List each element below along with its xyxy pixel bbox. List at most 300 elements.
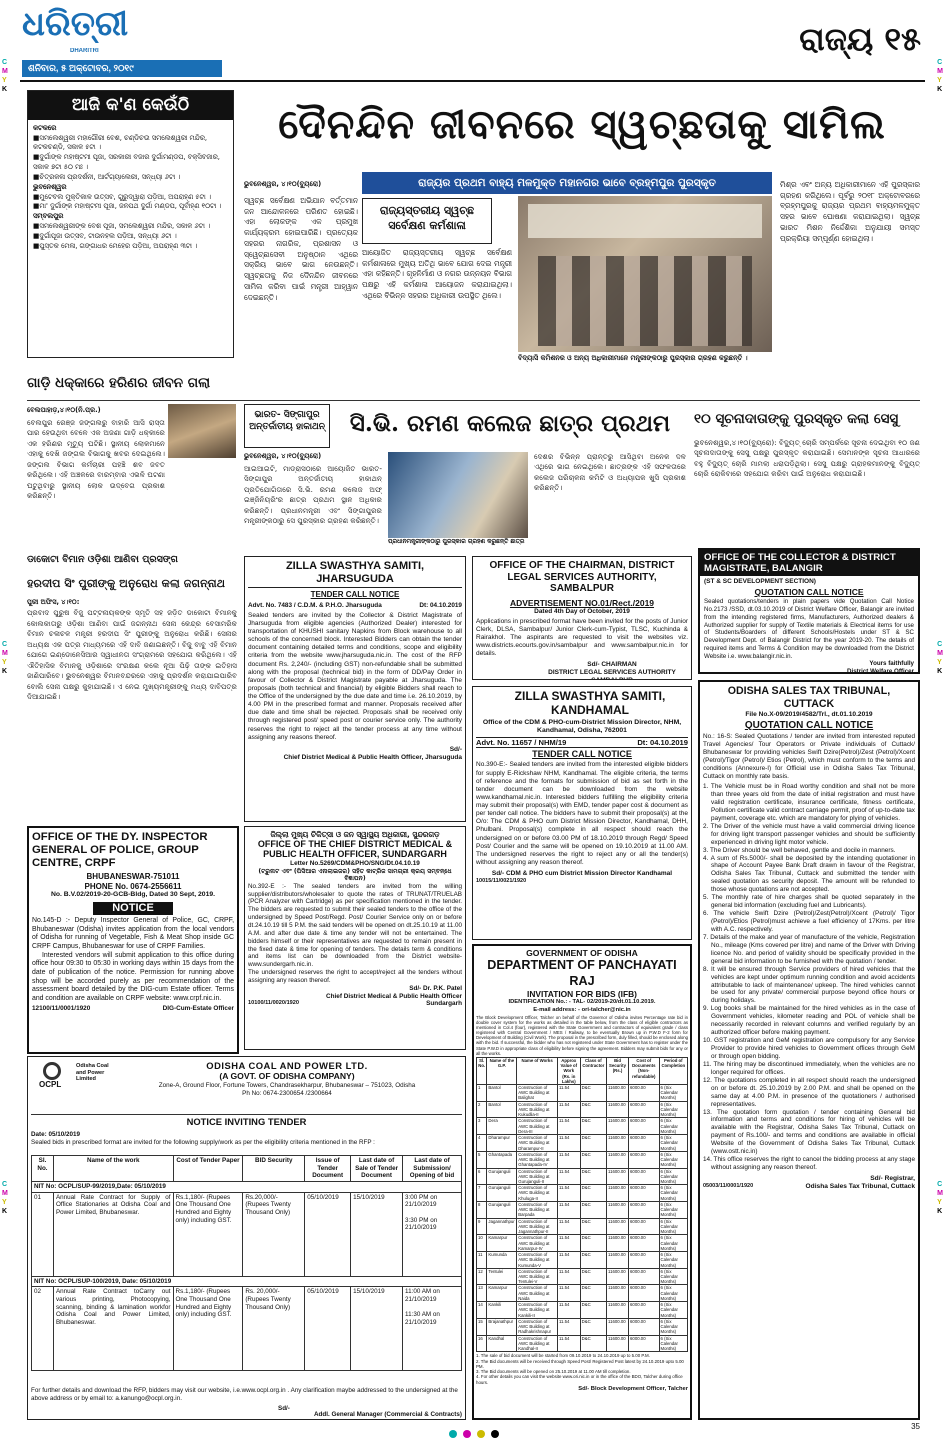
deer-body: ବେଲପୁର ରେଞ୍ଜ ଜଙ୍ଗଲରୁ ବାହାରି ଆସି ରାସ୍ତା ପାର ହେଉଥିବା ବେଳେ ଏକ ଅଜଣା ଗାଡ଼ି ଧକ୍କାରେ ଏକ ହରିଣର ମୃତ୍ୟୁ ଘଟିଛି। ସ୍ଥାନୀୟ ଲୋକମାନେ ଏହାକୁ ଦେଖି ଜଙ୍ଗଲ ବିଭାଗକୁ ଖବର ଦେଇଥିଲେ। ଜଙ୍ଗଲ ବିଭାଗ କର୍ମଚାରୀ ପହଞ୍ଚି ଶବ ଜବତ କରିଥିଲେ। ଏହି ଅଞ୍ଚଳରେ ବାରମ୍ବାର ଏଭଳି ଘଟଣା ଘଟୁଥିବାରୁ ସ୍ଥାନୀୟ ଲୋକ ଉଦ୍ବେଗ ପ୍ରକାଶ କରିଛନ୍ତି। <box>27 418 165 501</box>
pr-cell: 11.54 <box>557 1168 580 1185</box>
zsj-body: Sealed tenders are invited by the Collector & District Magistrate of Jharsuguda from eligible agencies (Authorized Dealer) interested for transportation of KHUSHI sanitary Napkins from Block warehouse to all schools of the concerned block. Interested Bidders can obtain the tender document containing detailed terms and conditions, scope and eligibility criteria from the website www.jharsuguda.nic.in. The cost of the RFP document Rs. 2,240/- (including GST) non-refundable shall be submitted along with the proposal (technical bid) in the form of DD/Pay Order in favour of Collector & District Magistrate payable at Jharsuguda. The proposals (both technical and financial) by eligible Bidders shall reach to the Office of the undersigned by the due date and time i.e. 26.10.2019, by 4.00 PM in the prescribed format and manner. Proposals received after due date and time shall be rejected. Proposals shall be received only through registered post/ speed post or courier service only. The authority reserves the right to reject all the tender process at any time without assigning any reasons thereof. <box>248 611 462 741</box>
table-row <box>477 1218 688 1235</box>
ocpl-row-1 <box>32 1192 462 1276</box>
dlsa-adno: ADVERTISEMENT NO.01/Rect./2019 <box>509 597 655 608</box>
pr-cell: 6 (Six Calendar Months) <box>659 1201 687 1218</box>
sundargarh-sign2: Chief District Medical & Public Health Officer <box>325 992 462 1000</box>
pr-cell: Construction of AWC Building at Naida <box>517 1285 558 1302</box>
folio: 35 <box>911 1422 920 1431</box>
pr-cell: 11.54 <box>557 1252 580 1269</box>
pr-cell: Construction of AWC Building at Kukudlia-II <box>517 1101 558 1118</box>
balangir-sub: (ST & SC DEVELOPMENT SECTION) <box>704 578 816 586</box>
pr-cell: 1 <box>477 1085 487 1102</box>
pr-cell: 6000.00 <box>629 1268 659 1285</box>
ocpl-cell: 15/10/2019 <box>351 1287 403 1371</box>
pr-cell: D&C <box>580 1168 606 1185</box>
pr-note: 2. The Bid documents will be received through Speed Post/ Registered Post latest by 24.10.2019 upto 5.00 PM. <box>476 1358 684 1369</box>
pr-col-header: Name of the G.P. <box>487 1057 517 1084</box>
pr-cell: 11.54 <box>557 1285 580 1302</box>
table-row <box>477 1085 688 1102</box>
ocpl-sign2: Addl. General Manager (Commercial & Contracts) <box>313 1411 462 1418</box>
pr-table-body <box>477 1085 688 1352</box>
zsj-refline <box>248 602 462 610</box>
hackathon-tag: ଭାରତ- ସିଙ୍ଗାପୁର ଅନ୍ତର୍ଜାତୀୟ ହାକାଥନ୍ <box>244 404 330 448</box>
pr-table <box>476 1057 688 1352</box>
masthead <box>20 6 925 82</box>
crpf-ref: No. B.V.02/2019-20-GCB-Bldg, Dated 30 Sept, 2019. <box>50 891 216 899</box>
pr-cell: 11.54 <box>557 1135 580 1152</box>
dlsa-sign3 <box>476 677 688 680</box>
pr-cell: 6 (Six Calendar Months) <box>659 1118 687 1135</box>
ostt-sign1: Sd/- Registrar, <box>870 1175 915 1182</box>
pr-cell: 11600.00 <box>607 1285 629 1302</box>
ostt-point: 4. A sum of Rs.5000/- shall be deposited by the intending quotationer in shape of Account Payee Bank Draft drawn in favour of the Registrar, Odisha Sales Tax Tribunal, Cuttack and submitted the tender with sealed quotation as security deposit. The amount will be refunded to those whose quotations are not accepted. <box>703 854 915 894</box>
pr-cell: Construction of AWC Building at Ghantapada-IV <box>517 1151 558 1168</box>
ocpl-cell: Rs.1,180/- (Rupees One Thousand One Hundred and Eighty only) including GST. <box>173 1192 243 1276</box>
pr-cell: 6 (Six Calendar Months) <box>659 1252 687 1269</box>
pr-cell: 11.54 <box>557 1268 580 1285</box>
ocpl-cell: Annual Rate Contract toCarry out various printing, Photocopying, scanning, binding & lamination workfor Odisha Coal and Power Limited, Bhubaneswar. <box>53 1287 173 1371</box>
pr-cell: 6 (Six Calendar Months) <box>659 1268 687 1285</box>
ad-crpf <box>27 826 239 1054</box>
pr-cell: Kamarpur <box>487 1285 517 1302</box>
table-row <box>477 1302 688 1319</box>
pr-col-header: Cost of Documents (Non-refundable) <box>629 1057 659 1084</box>
pr-cell: 6 (Six Calendar Months) <box>659 1302 687 1319</box>
pr-cell: 6 (Six Calendar Months) <box>659 1151 687 1168</box>
ocpl-logo-icon <box>43 1062 61 1080</box>
ostt-point: 12. The quotations completed in all respect should reach the undersigned on or before dt. 25.10.2019 by 2.00 P.M. and shall be opened on the same day at 4.00 P.M. in presence of the quotationers / authorised representatives. <box>703 1076 915 1108</box>
pr-cell: Kamarpur <box>487 1235 517 1252</box>
zsk-refline <box>476 737 688 748</box>
crpf-title: OFFICE OF THE DY. INSPECTOR GENERAL OF POLICE, GROUP CENTRE, CRPF <box>32 831 208 869</box>
hackathon-caption: ପ୍ରଧାନମନ୍ତ୍ରୀଙ୍କଠାରୁ ପୁରସ୍କାର ଗ୍ରହଣ କରୁଛନ୍ତି ଛାତ୍ର <box>388 538 525 545</box>
ad-panchayati-raj <box>472 944 692 1420</box>
table-row <box>477 1252 688 1269</box>
pr-cell: 11.54 <box>557 1201 580 1218</box>
zsj-ref: Advt. No. 7483 / C.D.M. & P.H.O. Jharsuguda <box>248 602 382 610</box>
cmyk-marker-right-bottom: C M Y K <box>937 1181 943 1216</box>
pr-cell: Kumunda <box>487 1252 517 1269</box>
pr-ifb: INVITATION FOR BIDS (IFB) <box>527 989 637 1000</box>
pr-cell: 6000.00 <box>629 1235 659 1252</box>
pr-cell: 6 (Six Calendar Months) <box>659 1085 687 1102</box>
ad-zss-kandhamal <box>472 686 692 940</box>
pr-cell: 15 <box>477 1318 487 1335</box>
ajikakeunthi-line: ■ଦୁର୍ଗାପୂଜା ଉତ୍ସବ, ଟାଉନହଲ ପଡ଼ିଆ, ସନ୍ଧ୍ୟା ୬ଟା । <box>33 232 177 241</box>
pr-col-header: Approx Value of Work (Rs. in Lakhs) <box>557 1057 580 1084</box>
pr-cell: 11.54 <box>557 1085 580 1102</box>
pr-cell: 6 <box>477 1168 487 1185</box>
pr-cell: 11600.00 <box>607 1168 629 1185</box>
pr-cell: Construction of AWC Building at Gurujanguli-II <box>517 1168 558 1185</box>
pr-cell: 6 (Six Calendar Months) <box>659 1101 687 1118</box>
pr-col-header: Name of Works <box>517 1057 558 1084</box>
table-row <box>477 1135 688 1152</box>
balangir-body: Sealed quotations/tenders in plain papers vide Quotation Call Notice No.2173 /SSD, dt.03.10.2019 of District Welfare Officer, Balangir are invited from the intending registered firms, Manufacturers, Authorized dealers & Authorized supplier for supply of Textile materials & Electrical items for use of Students/Boarders of different Schools/Hostels under ST & SC Development Dept. of Balangir District for the year 2019-20. The details of required items and Terms & Condition may be downloaded from the District Website i.e. www.balangir.nic.in. <box>704 598 914 660</box>
pr-cell: Jagannathpur <box>487 1218 517 1235</box>
deer-dateline: ବେଲପାହାଡ଼,୪।୧୦(ନି.ପ୍ର.) <box>27 406 101 414</box>
ocpl-sub: (A GOVT. OF ODISHA COMPANY) <box>219 1071 355 1082</box>
pr-cell: 11600.00 <box>607 1318 629 1335</box>
deer-headline: ଗାଡ଼ି ଧକ୍କାରେ ହରିଣର ଜୀବନ ଗଲା <box>27 375 211 391</box>
pr-cell: D&C <box>580 1285 606 1302</box>
ostt-point: 3. The Driver should be well behaved, gentle and docile in manners. <box>703 846 896 854</box>
crpf-code: 12100/11/0001/1920 <box>32 1005 91 1013</box>
ocpl-table <box>31 1155 462 1371</box>
ocpl-cell: 02 <box>32 1287 54 1371</box>
table-row <box>477 1335 688 1352</box>
registration-dots <box>27 1430 920 1438</box>
pr-cell: 12 <box>477 1268 487 1285</box>
ocpl-cell: Rs. 20,000/- (Rupees Twenty Thousand Only) <box>243 1287 305 1371</box>
pr-note: 3. The Bid documents will be opened on 25.10.2019 at 11.00 AM till completion. <box>476 1369 631 1375</box>
pr-cell: Kankili <box>487 1302 517 1319</box>
ocpl-cell: Annual Rate Contract for Supply of Office Stationaries at Odisha Coal and Power Limited, Bhubaneswar. <box>53 1192 173 1276</box>
ocpl-cell: 05/10/2019 <box>305 1287 351 1371</box>
pr-cell: Bantol <box>487 1101 517 1118</box>
masthead-date: ଶନିବାର, ୫ ଅକ୍ଟୋବର, ୨୦୧୯ <box>22 60 222 77</box>
hackathon-dateline: ଭୁବନେଶ୍ୱର, ୪।୧୦(ବ୍ୟୁରୋ) <box>244 452 322 460</box>
balangir-title: OFFICE OF THE COLLECTOR & DISTRICT MAGISTRATE, BALANGIR <box>700 550 918 576</box>
lead-dateline: ଭୁବନେଶ୍ୱର, ୪।୧୦(ବ୍ୟୁରୋ) <box>244 180 322 188</box>
masthead-rule <box>20 80 925 82</box>
pr-cell: D&C <box>580 1085 606 1102</box>
pr-cell: D&C <box>580 1335 606 1352</box>
lead-subhead: ରାଜ୍ୟସ୍ତରୀୟ ସ୍ୱଚ୍ଛ ସର୍ବେକ୍ଷଣ କର୍ମଶାଳା <box>362 198 492 244</box>
sundargarh-place: Sundargarh <box>426 1000 462 1008</box>
ostt-point: 11. The hiring may be discontinued immediately, when the vehicles are no longer required for offices. <box>703 1060 915 1076</box>
dlsa-body: Applications in prescribed format have been invited for the posts of Junior Clerk, DLSA, Sambalpur/ Junior Clerk-cum-Typist, TLSC, Kuchinda & Rairakhol. The aspirants are requested to visit the websites viz. www.districts.ecourts.gov.in/sambalpur and www.sambalpur.nic.in for details. <box>476 617 688 658</box>
pr-cell: 11600.00 <box>607 1118 629 1135</box>
ocpl-cell: 3:00 PM on 21/10/2019 3:30 PM on 21/10/2019 <box>403 1192 462 1276</box>
pr-cell: 5 <box>477 1151 487 1168</box>
registration-strip <box>27 1430 920 1440</box>
dakota-headline: ହରଦୀପ ସିଂ ପୁରୀଙ୍କୁ ଅନୁରୋଧ କଲା ଜଗନ୍ନାଥ <box>27 576 226 590</box>
dakota-dateline: ପୁରୀ ଅଫିସ, ୪।୧୦: <box>27 598 80 606</box>
ajikakeunthi-line: ■ଦୁର୍ଗାଙ୍କ ମହାଷ୍ଟମୀ ପୂଜା, ସରକାରୀ ବଜାର ଦୁର୍ଗାମଣ୍ଡପ, ବକ୍ସିବଜାର, ସକାଳ ୭ଟା ୫୦ ମଃ । <box>33 153 220 172</box>
ad-zss-jharsuguda <box>244 556 466 822</box>
hackathon-photo <box>388 452 528 538</box>
lead-banner: ରାଜ୍ୟର ପ୍ରଥମ ବାହ୍ୟ ମଳମୁକ୍ତ ମହାନଗର ଭାବେ ବ୍ରହ୍ମପୁର ପୁରସ୍କୃତ <box>362 172 772 194</box>
ostt-sign2: Odisha Sales Tax Tribunal, Cuttack <box>805 1183 915 1191</box>
ajikakeunthi-line: କଟକରେ <box>33 123 57 132</box>
zsj-date: Dt: 04.10.2019 <box>419 602 462 610</box>
lead-photo-caption: ବିଦ୍ୟାସି କମିଶନର ଓ ଅନ୍ୟ ଅଧିକାରୀମାନେ ମନ୍ତ୍ରୀଙ୍କଠାରୁ ପୁରସ୍କାର ଗ୍ରହଣ କରୁଛନ୍ତି । <box>518 354 748 362</box>
zsj-sign1: Sd/- <box>449 745 462 753</box>
pr-cell: 6000.00 <box>629 1135 659 1152</box>
ad-balangir <box>698 548 920 674</box>
pr-cell: Construction of AWC Building at Dera-III <box>517 1118 558 1135</box>
rule-1 <box>27 400 920 401</box>
pr-cell: Construction of AWC Building at Kamarpur-IV <box>517 1235 558 1252</box>
pr-cell: D&C <box>580 1201 606 1218</box>
ostt-point: 1. The Vehicle must be in Road worthy condition and shall not be more than three years old from the date of initial registration and must have valid registration certificate, insurance certificate, fitness certificate, Pollution certificate valid contract carriage permit, proof of up-to-date tax payment, coverage etc. which are mandatory for plying of vehicles. <box>703 783 915 822</box>
masthead-logo-sub: DHARITRI <box>70 48 99 54</box>
lead-body-col2: ଆୟୋଜିତ ରାଜ୍ୟସ୍ତରୀୟ ସ୍ୱଚ୍ଛ ସର୍ବେକ୍ଷଣ କର୍ମଶାଳାରେ ମୁଖ୍ୟ ଅତିଥି ଭାବେ ଯୋଗ ଦେଇ ମନ୍ତ୍ରୀ ଏହା କହିଛନ୍ତି। ଗୃହନିର୍ମାଣ ଓ ନଗର ଉନ୍ନୟନ ବିଭାଗ ପକ୍ଷରୁ ଏହି କର୍ମଶାଳା ଆୟୋଜନ କରାଯାଇଥିଲା। ଏଥିରେ ବିଭିନ୍ନ ସହରର ଅଧିକାରୀ ଉପସ୍ଥିତ ଥିଲେ। <box>362 248 512 300</box>
zsj-notice: TENDER CALL NOTICE <box>310 590 400 600</box>
pr-cell: 11.54 <box>557 1302 580 1319</box>
dlsa-title: OFFICE OF THE CHAIRMAN, DISTRICT LEGAL SERVICES AUTHORITY, SAMBALPUR <box>489 560 675 594</box>
lead-body-col1: ସ୍ୱଚ୍ଛ ସର୍ବେକ୍ଷଣ ଅଭିଯାନ ବର୍ତ୍ତମାନ ଜନ ଆନ୍ଦୋଳନରେ ପରିଣତ ହୋଇଛି। ଏହା ଲୋକଙ୍କ ଏକ ପ୍ରମୁଖ କାର୍ଯ୍ୟକ୍ରମ ହୋଇପାରିଛି। ପ୍ରତ୍ୟେକ ସହରର ନାଗରିକ, ପ୍ରଶାସନ ଓ ସ୍ୱେଚ୍ଛାସେବୀ ଅନୁଷ୍ଠାନ ଏଥିରେ ସକ୍ରିୟ ଭାବେ ଭାଗ ନେଉଛନ୍ତି। ସ୍ୱଚ୍ଛତାକୁ ନିଜ ଦୈନନ୍ଦିନ ଜୀବନରେ ସାମିଲ କରିବା ପାଇଁ ମନ୍ତ୍ରୀ ଆହ୍ୱାନ ଦେଇଛନ୍ତି। <box>244 196 358 302</box>
ocpl-header <box>114 1060 460 1110</box>
pr-cell: Dera <box>487 1118 517 1135</box>
pr-cell: 6000.00 <box>629 1218 659 1235</box>
ocpl-nit2: NIT No: OCPL/SUP-100/2019, Date: 05/10/2019 <box>32 1276 462 1287</box>
pr-cell: 6000.00 <box>629 1252 659 1269</box>
ajikakeunthi-line: ■ମା' ଦୁର୍ଗାଙ୍କ ମହାଷ୍ଟମୀ ପୂଜା, ଜନପଥ ଦୁର୍ଗା ମଣ୍ଡପ, ପୂର୍ବାହ୍ଣ ୧୦ଟା । <box>33 202 222 211</box>
ocpl-col-header: Issue of Tender Document <box>305 1156 351 1182</box>
crpf-sign: DIG-Cum-Estate Officer <box>162 1005 234 1013</box>
ocpl-col-header: Last date of Submission/ Opening of bid <box>403 1156 462 1182</box>
pr-cell: 11600.00 <box>607 1335 629 1352</box>
table-row <box>477 1168 688 1185</box>
ocpl-logo: OCPL <box>39 1080 62 1089</box>
crpf-city: BHUBANESWAR-751011 <box>86 871 180 881</box>
pr-cell: 6000.00 <box>629 1118 659 1135</box>
ocpl-nit1-row <box>32 1182 462 1193</box>
pr-cell: Dharampur <box>487 1135 517 1152</box>
ocpl-logo-text: Odisha Coal and Power Limited <box>76 1063 109 1083</box>
pr-note: 1. The sale of bid document will be started from 09.10.2019 to 24.10.2019 up to 5.00 P.M. <box>476 1353 650 1359</box>
ajikakeunthi-line: ■ସମଲେଶ୍ୱରୀ ମହାଗୌରୀ ବେଶ, ଚଣ୍ଡିଚଉ ସମଲେଶ୍ୱରୀ ମନ୍ଦିର, କଟକଚଣ୍ଡି, ସକାଳ ୫ଟା । <box>33 133 208 152</box>
pr-cell: D&C <box>580 1151 606 1168</box>
ocpl-col-header: Last date of Sale of Tender Document <box>351 1156 403 1182</box>
hackathon-headline: ସି.ଭି. ରମଣ କଲେଜ ଛାତ୍ର ପ୍ରଥମ <box>349 410 671 437</box>
pr-cell: 16 <box>477 1335 487 1352</box>
ocpl-title: ODISHA COAL AND POWER LTD. <box>206 1060 368 1071</box>
crpf-footer <box>32 1005 234 1013</box>
pr-cell: 6 (Six Calendar Months) <box>659 1135 687 1152</box>
cmyk-marker-left-top: C M Y K <box>2 59 8 94</box>
lead-photo-banner-strip <box>528 204 762 238</box>
pr-cell: 8 <box>477 1201 487 1218</box>
cmyk-marker-right-mid: C M Y K <box>937 641 943 676</box>
crpf-notice: NOTICE <box>93 902 173 915</box>
ostt-point: 13. The quotation form quotation / tender containing General bid information and terms and conditions for hiring of vehicles will be available with the Registrar, Odisha Sales Tax Tribunal, Cuttack on payment of Rs.100/- and terms and conditions are available in official Website of the Government of Odisha Sales Tax Tribunal, Cuttack (www.ostt.nic.in) <box>703 1108 915 1156</box>
ocpl-intro: Sealed bids in prescribed format are invited for the following supply/work as per the eligibility criteria mentioned in the RFP : <box>31 1138 375 1146</box>
crpf-body: No.145-D :- Deputy Inspector General of Police, GC, CRPF, Bhubaneswar (Odisha) invites application from the local vendors of Odisha for running of Vegetable, Fish & Meat Shop inside GC CRPF Campus, Bhubaneswar for use of CRPF Families. <box>32 917 234 951</box>
ad-sundargarh <box>244 826 466 1050</box>
pr-cell: 11600.00 <box>607 1252 629 1269</box>
pr-email: E-mail address: - ori-talcher@nic.in <box>533 1006 631 1013</box>
lead-body-col3: ମିଶ୍ର ଏବଂ ଅନ୍ୟ ଅଧିକାରୀମାନେ ଏହି ପୁରସ୍କାର ଗ୍ରହଣ କରିଥିଲେ। ପୂର୍ବରୁ ୨୦୧୮ ଅକ୍ଟୋବରରେ ବ୍ରହ୍ମପୁରକୁ ରାଜ୍ୟର ପ୍ରଥମ ବାହ୍ୟମଳମୁକ୍ତ ସହର ଭାବେ ଘୋଷଣା କରାଯାଇଥିଲା। ସ୍ୱଚ୍ଛ ଭାରତ ମିଶନ ନିର୍ଦ୍ଦେଶିକା ଅନୁଯାୟୀ ସମସ୍ତ ପ୍ରକ୍ରିୟା ସମ୍ପୂର୍ଣ୍ଣ ହୋଇଥିଲା। <box>780 180 920 243</box>
masthead-section: ରାଜ୍ୟ ୧୫ <box>799 20 921 58</box>
pr-cell: 4 <box>477 1135 487 1152</box>
dakota-body: ପ୍ରବାଦ ପୁରୁଷ ବିଜୁ ପଟ୍ଟନାୟକଙ୍କ ସ୍ମୃତି ସହ ଜଡ଼ିତ ଡାକୋଟା ବିମାନକୁ କୋଲକାତାରୁ ଓଡ଼ିଶା ଆଣିବା ପାଇଁ ଜଗନ୍ନାଥ ସେନା କେନ୍ଦ୍ର ବେସାମରିକ ବିମାନ ଚଳାଚଳ ମନ୍ତ୍ରୀ ହରଦୀପ ସିଂ ପୁରୀଙ୍କୁ ଅନୁରୋଧ କରିଛି। ସେନାର ଅଧ୍ୟକ୍ଷ ଏକ ପତ୍ର ମାଧ୍ୟମରେ ଏହି ଦାବି ଜଣାଇଛନ୍ତି। ବିଜୁ ବାବୁ ଏହି ବିମାନ ଯୋଗେ ଇଣ୍ଡୋନେସିଆର ସ୍ୱାଧୀନତା ସଂଗ୍ରାମରେ ସହଯୋଗ କରିଥିଲେ। ଏହି ଐତିହାସିକ ବିମାନକୁ ଓଡ଼ିଶାରେ ସଂରକ୍ଷଣ କଲେ ନୂଆ ପିଢ଼ି ତାଙ୍କ ଇତିହାସ ଜାଣିପାରିବେ। ଭୁବନେଶ୍ୱର ବିମାନବନ୍ଦରରେ ଏହାକୁ ପ୍ରଦର୍ଶନ କରାଯାଇପାରିବ ବୋଲି ସେନା ପକ୍ଷରୁ କୁହାଯାଇଛି। ଏ ନେଇ ମୁଖ୍ୟମନ୍ତ୍ରୀଙ୍କୁ ମଧ୍ୟ ଦାବିପତ୍ର ଦିଆଯାଇଛି। <box>27 608 237 702</box>
pr-cell: Construction of AWC Building at Kumunda-V <box>517 1252 558 1269</box>
pr-cell: 11 <box>477 1252 487 1269</box>
ostt-points <box>703 783 915 1172</box>
pr-cell: 6 (Six Calendar Months) <box>659 1235 687 1252</box>
table-row <box>477 1151 688 1168</box>
ocpl-col-header: BID Security <box>243 1156 305 1182</box>
dlsa-sign1: Sd/- CHAIRMAN <box>587 661 637 669</box>
ad-ostt-cuttack <box>698 680 920 1420</box>
pr-cell: D&C <box>580 1118 606 1135</box>
pr-cell: Construction of AWC Building at Khuluga-II <box>517 1185 558 1202</box>
ocpl-sign1: Sd/- <box>278 1405 290 1412</box>
ocpl-col-header: Sl. No. <box>32 1156 54 1182</box>
sundargarh-sub-or: (ଟ୍ରୁନାଟ ଏବଂ (ପିସିଆର ଏନାଲାଇଜର) ସହିତ କାଟ୍ରିଜ ସାମଗ୍ରୀ କ୍ରୟ ସମ୍ବନ୍ଧେ ବିଜ୍ଞାପନ) <box>258 867 452 883</box>
ocpl-cell: 05/10/2019 <box>305 1192 351 1276</box>
pr-cell: 6000.00 <box>629 1101 659 1118</box>
pr-cell: 6000.00 <box>629 1201 659 1218</box>
pr-cell: 11.54 <box>557 1118 580 1135</box>
ostt-point: 9. Log books shall be maintained for the hired vehicles as in the case of Government vehicles, kilometer reading and POL of vehicle shall be necessarily recorded in relevant columns and verified regularly by an authorized officer before making payment. <box>703 1005 915 1037</box>
table-row <box>477 1318 688 1335</box>
lead-headline: ଦୈନନ୍ଦିନ ଜୀବନରେ ସ୍ୱଚ୍ଛତାକୁ ସାମିଲ <box>278 101 886 148</box>
pr-intro: The Block Development Officer, Talcher on behalf of the Governor of Odisha invites Percentage rate bid in double cover system for the works as detailed in the table below, from the class of eligible contractors as mentioned in Col.4 (four), registered with the State Government and contractors of equivalent grade / class registered with Central Government / MES / Railway, to be eventually Brown up in P.W.D F-2 form for Development of Building (Civil Work). The proposal in the prescribed form, duly filled, should be enclosed along with the bid. If successful, the bidder who has not registered under State Government has to register under the State P.W.D in appropriate class of eligibility before signing the agreement. Bidders may submit bids for any or all the works. <box>476 1014 688 1056</box>
pr-cell: 11.54 <box>557 1335 580 1352</box>
hackathon-body1: ଆଇଆଇଟି, ମାଡ୍ରାସଠାରେ ଆୟୋଜିତ ଭାରତ-ସିଙ୍ଗାପୁର ଅନ୍ତର୍ଜାତୀୟ ହାକାଥନ୍ ପ୍ରତିଯୋଗିତାରେ ସି.ଭି. ରମଣ କଲେଜ ଅଫ୍ ଇଞ୍ଜିନିୟରିଂର ଛାତ୍ର ପ୍ରଥମ ସ୍ଥାନ ଅଧିକାର କରିଛନ୍ତି। ପ୍ରଧାନମନ୍ତ୍ରୀ ଏବଂ ସିଙ୍ଗାପୁରର ମନ୍ତ୍ରୀଙ୍କଠାରୁ ସେ ପୁରସ୍କାର ଗ୍ରହଣ କରିଛନ୍ତି। <box>244 464 382 526</box>
table-row <box>477 1268 688 1285</box>
pr-cell: 6000.00 <box>629 1151 659 1168</box>
pr-cell: Construction of AWC Building at Jagannathpur-II <box>517 1218 558 1235</box>
zsk-sub: Office of the CDM & PHO-cum-District Mission Director, NHM, Kandhamal, Odisha, 762001 <box>482 718 682 734</box>
pr-cell: Tentulei <box>487 1268 517 1285</box>
pr-cell: 9 <box>477 1218 487 1235</box>
cmyk-marker-left-bottom: C M Y K <box>2 1181 8 1216</box>
pr-cell: Construction of AWC Building at Kandhal-II <box>517 1335 558 1352</box>
pr-cell: 11600.00 <box>607 1302 629 1319</box>
pr-cell: 6000.00 <box>629 1318 659 1335</box>
ajikakeunthi-line: ■ସମଲେଶ୍ୱରୀଙ୍କ ବେଶ ପୂଜା, ସମଲେଶ୍ୱରୀ ମନ୍ଦିର, ସକାଳ ୬ଟା । <box>33 222 211 231</box>
pr-cell: 11600.00 <box>607 1235 629 1252</box>
pr-cell: Construction of AWC Building at Tentulei-V <box>517 1268 558 1285</box>
ocpl-col-header: Cost of Tender Paper <box>173 1156 243 1182</box>
pr-cell: 10 <box>477 1235 487 1252</box>
ajikakeunthi-line: ■ପୁସ୍ତକ ମେଳା, ଗଙ୍ଗାଧର ମେହେର ପଡ଼ିଆ, ଅପରାହ୍ଣ ୩ଟା । <box>33 241 198 250</box>
pr-cell: 6 (Six Calendar Months) <box>659 1218 687 1235</box>
pr-cell: Gurujanguli <box>487 1201 517 1218</box>
cmyk-marker-right-top: C M Y K <box>937 59 943 94</box>
ajikakeunthi-title: ଆଜି କ'ଣ କେଉଁଠି <box>28 91 233 120</box>
ostt-point: 14. This office reserves the right to cancel the bidding process at any stage without assigning any reason thereof. <box>703 1156 915 1172</box>
pr-cell: D&C <box>580 1235 606 1252</box>
ostt-point: 7. Details of the make and year of manufacture of the vehicle, Registration No., mileage (Kms covered per litre) and name of the Driver with Driving licence No. and period of validity should be specifically provided in the general bid information to be furnished with the quotation / tender. <box>703 933 915 965</box>
ostt-point: 6. The vehicle Swift Dzire (Petrol)/Zest(Petrol)/Xcent (Petrol)/ Tigor (Petrol)/Etios (Petrol)must achieve a fuel efficiency of 17Kms. per litre with A.C. respectively. <box>703 910 915 933</box>
pr-cell: D&C <box>580 1268 606 1285</box>
sundargarh-footer <box>248 1000 462 1008</box>
pr-cell: 11.54 <box>557 1218 580 1235</box>
pr-cell: 6 (Six Calendar Months) <box>659 1318 687 1335</box>
pr-title: DEPARTMENT OF PANCHAYATI RAJ <box>487 958 677 988</box>
masthead-logo: ଧରିତ୍ରୀ <box>22 6 129 44</box>
table-row <box>477 1185 688 1202</box>
lead-photo-figures <box>538 256 752 346</box>
table-row <box>477 1118 688 1135</box>
pr-cell: D&C <box>580 1302 606 1319</box>
dlsa-dated: Dated 4th Day of October, 2019 <box>534 607 630 615</box>
pr-cell: 6 (Six Calendar Months) <box>659 1335 687 1352</box>
pr-cell: 13 <box>477 1285 487 1302</box>
pr-idno: IDENTIFICATION No.: - TAL- 02/2019-20/dt.01.10.2019. <box>508 999 656 1006</box>
sundargarh-ref: Letter No.5269/CDM&PHO/SNG/Dt.04.10.19 <box>290 859 420 867</box>
ad-dlsa-sambalpur <box>472 556 692 680</box>
pr-cell: 6 (Six Calendar Months) <box>659 1185 687 1202</box>
ocpl-addr: Zone-A, Ground Floor, Fortune Towers, Chandrasekharpur, Bhubaneswar – 751023, Odisha <box>158 1081 416 1089</box>
crpf-phone: PHONE No. 0674-2556611 <box>84 881 182 891</box>
pr-cell: Gurujanguli <box>487 1168 517 1185</box>
zsk-sign: Sd/- CDM & PHO cum District Mission Director Kandhamal <box>491 870 673 877</box>
pr-gov: GOVERNMENT OF ODISHA <box>526 948 638 958</box>
pr-cell: 6000.00 <box>629 1185 659 1202</box>
pr-cell: 11.54 <box>557 1185 580 1202</box>
ajikakeunthi-list <box>28 120 233 256</box>
pr-cell: 6 (Six Calendar Months) <box>659 1285 687 1302</box>
ocpl-cell: 15/10/2019 <box>351 1192 403 1276</box>
zsk-notice: TENDER CALL NOTICE <box>532 749 632 760</box>
deer-photo <box>168 404 236 458</box>
pr-cell: Construction of AWC Building at Radhakrishnapur <box>517 1318 558 1335</box>
cmyk-marker-left-mid: C M Y K <box>2 641 8 676</box>
ajikakeunthi-line: ■ମୁଟେବଲ ମୁକ୍ତିକାଳ ଉତ୍ସବ, ଗୁରୁଦ୍ୱାରା ପଡ଼ିଆ, ଅପରାହ୍ଣ ୫ଟା । <box>33 192 211 201</box>
ostt-fileno: File No.X-09/2019/4582/Trl., dt.01.10.2019 <box>745 710 873 718</box>
pr-cell: 2 <box>477 1101 487 1118</box>
ostt-footer <box>703 1183 915 1191</box>
ocpl-ph: Ph No: 0674-2300654 /2300664 <box>242 1089 332 1097</box>
pr-cell: D&C <box>580 1318 606 1335</box>
zsk-title: ZILLA SWASTHYA SAMITI, KANDHAMAL <box>514 689 666 717</box>
ostt-code: 05003/11/0001/1920 <box>703 1183 754 1190</box>
lead-photo <box>518 196 772 352</box>
zsk-date: Dt: 04.10.2019 <box>637 738 688 748</box>
sundargarh-title-or: ଜିଲ୍ଲା ମୁଖ୍ୟ ଚିକିତ୍ସା ଓ ଜନ ସ୍ୱାସ୍ଥ୍ୟ ଅଧିକାରୀ, ସୁନ୍ଦରଗଡ଼ <box>270 830 440 839</box>
ostt-point: 10. GST registration and GeM registration are compulsory for any Service Provider to provide hired vehicles to Government offices through GeM or through open bidding. <box>703 1037 915 1060</box>
ostt-point: 2. The Driver of the vehicle must have a valid commercial driving licence for driving light transport passenger vehicles and should be sufficiently experienced in driving light motor vehicle. <box>703 822 915 846</box>
hackathon-body2: ଦେଶର ବିଭିନ୍ନ ପ୍ରାନ୍ତରୁ ଆସିଥିବା ଅନେକ ଦଳ ଏଥିରେ ଭାଗ ନେଇଥିଲେ। ଛାତ୍ରଙ୍କ ଏହି ସଫଳତାରେ କଲେଜ ପରିଚାଳନା କମିଟି ଓ ଅଧ୍ୟାପକ ଖୁସି ପ୍ରକାଶ କରିଛନ୍ତି। <box>534 452 686 493</box>
ocpl-preamble <box>31 1131 462 1151</box>
pr-cell: 11600.00 <box>607 1085 629 1102</box>
ostt-title: ODISHA SALES TAX TRIBUNAL, CUTTACK <box>727 685 891 710</box>
pr-cell: 3 <box>477 1118 487 1135</box>
zsj-title: ZILLA SWASTHYA SAMITI, JHARSUGUDA <box>248 560 462 588</box>
pr-cell: 6000.00 <box>629 1335 659 1352</box>
zsk-ref: Advt. No. 11657 / NHM/19 <box>476 738 567 748</box>
pr-cell: Bantol <box>487 1085 517 1102</box>
ocpl-date: Date: 05/10/2019 <box>31 1131 81 1138</box>
pr-cell: 11600.00 <box>607 1151 629 1168</box>
zsk-body: No.390-E:- Sealed tenders are invited from the interested eligible bidders for supply E-Rickshaw NHM, Kandhamal. The eligible criteria, the terms of reference and the formats for submission of bid as set forth in the tender document can be downloaded from the website www.kandhamal.nic.in. Interested bidders fulfilling the eligibility criteria may submit their proposal(s) with EMD, tender paper cost & document as per tender call notice. The bidders have to submit their proposal(s) at the O/o: The CDM & PHO cum District Mission Director, Kandhamal, DHH, Phulbani. Proposal(s) complete in all respect should reach the undersigned on or before 03.00 PM of 18.10.2019 through Regd/ Speed Post/ Courier and the same will be opened on 19.10.2019 at 11.00 AM. The undersigned reserves the right to reject any or all the tender(s) without assigning any reason thereof. <box>476 761 688 866</box>
pr-col-header: Period of Completion <box>659 1057 687 1084</box>
sundargarh-body: No.392-E :- The sealed tenders are invited from the willing supplier/distributors/wholesaler to quote the rates of TRUNAT/TRUELAB (PCR Analyzer with Cartridge) as per specification mentioned in the tender. The bidders are requested to submit their sealed tenders to the office of the undersigned by Speed Post/Regd. Post/ Courier Service only on or before dt.24.10.19 till 5 P.M. the said tenders will be opened on dt.25.10.19 at 11.00 A.M. and after due date & time any tender will not be entertained. The bidders himself or their representatives are requested to remain present in the fixed date & time for opening of tenders. The details term & conditions and items list can be downloaded from the District website- www.sundergarh.nic.in. <box>248 882 462 969</box>
pr-cell: D&C <box>580 1218 606 1235</box>
table-row <box>477 1101 688 1118</box>
pr-cell: 11600.00 <box>607 1268 629 1285</box>
ocpl-foot: For further details and download the RFP, bidders may visit our website, i.e.www.ocpl.org.in . Any clarification maybe addressed to the undersigned at the above address or by email to: a.kanungo@ocpl.org.in. <box>31 1387 458 1403</box>
pr-cell: Construction of AWC Building at Dharampur-II <box>517 1135 558 1152</box>
pr-cell: 11.54 <box>557 1318 580 1335</box>
sesu-headline: ୧୦ ସୂଚନାଦାତାଙ୍କୁ ପୁରସ୍କୃତ କଲା ସେସୁ <box>694 411 899 427</box>
balangir-sign2: District Welfare Officer <box>847 667 914 674</box>
pr-cell: 11.54 <box>557 1101 580 1118</box>
pr-cell: 7 <box>477 1185 487 1202</box>
ocpl-cell: 11:00 AM on 21/10/2019 11:30 AM on 21/10/2019 <box>403 1287 462 1371</box>
pr-cell: 11600.00 <box>607 1135 629 1152</box>
pr-cell: Ghantapada <box>487 1151 517 1168</box>
pr-cell: 6000.00 <box>629 1085 659 1102</box>
ad-ocpl <box>27 1056 466 1420</box>
ocpl-table-head <box>32 1156 462 1182</box>
pr-cell: 11600.00 <box>607 1101 629 1118</box>
pr-cell: Kandhal <box>487 1335 517 1352</box>
pr-cell: Construction of AWC Building at Kankili-II <box>517 1302 558 1319</box>
pr-cell: D&C <box>580 1135 606 1152</box>
pr-note: 4. For other details you can visit the website www.ori.nic.in or in the office of the BDO, Talcher during office hours. <box>476 1374 683 1385</box>
ocpl-cell: Rs.20,000/- (Rupees Twenty Thousand Only) <box>243 1192 305 1276</box>
pr-cell: 14 <box>477 1302 487 1319</box>
